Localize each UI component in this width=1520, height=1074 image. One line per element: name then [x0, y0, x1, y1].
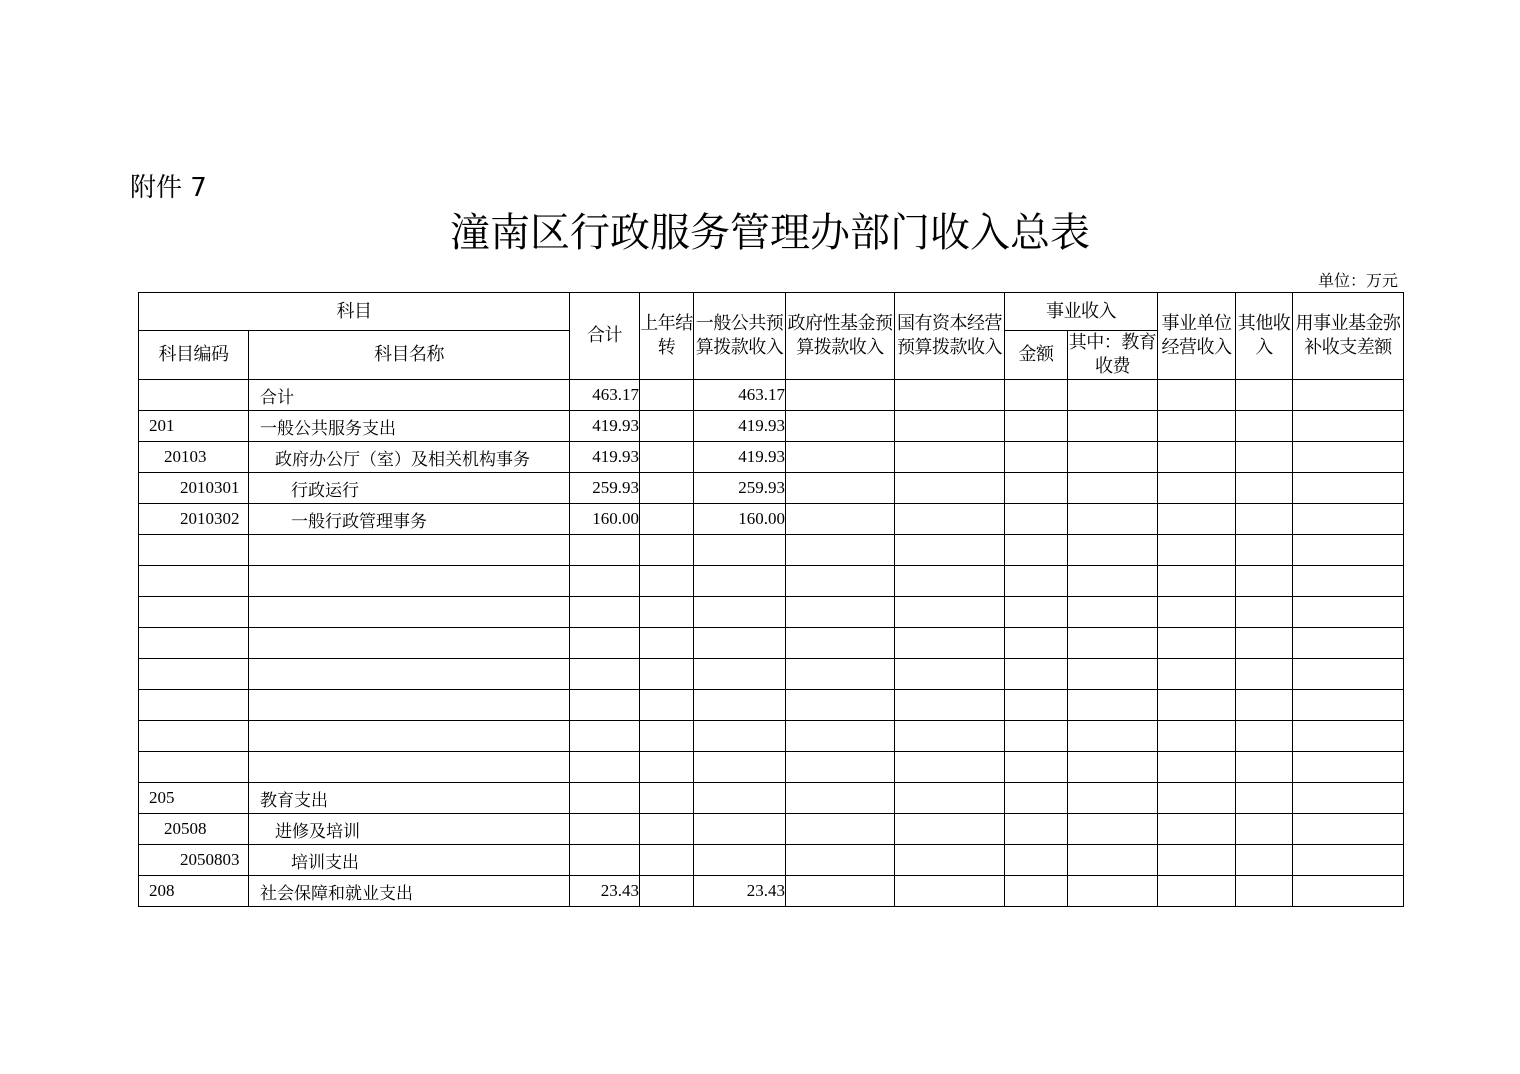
cell-code	[139, 721, 249, 752]
header-career-unit: 事业单位经营收入	[1158, 293, 1236, 380]
cell-fund-offset	[1293, 628, 1404, 659]
cell-career-amount	[1005, 380, 1068, 411]
table-row	[139, 380, 1404, 411]
cell-state-capital	[895, 597, 1005, 628]
cell-other	[1236, 535, 1293, 566]
table-row	[139, 628, 1404, 659]
cell-general-budget	[694, 814, 786, 845]
cell-gov-fund	[786, 597, 895, 628]
table-row	[139, 814, 1404, 845]
cell-career-unit	[1158, 876, 1236, 907]
cell-edu-fee	[1068, 597, 1158, 628]
page-title: 潼南区行政服务管理办部门收入总表	[450, 210, 1090, 256]
cell-edu-fee	[1068, 876, 1158, 907]
cell-fund-offset	[1293, 442, 1404, 473]
table-row	[139, 876, 1404, 907]
cell-code	[139, 690, 249, 721]
cell-total	[570, 597, 640, 628]
cell-state-capital	[895, 721, 1005, 752]
cell-career-amount	[1005, 659, 1068, 690]
cell-career-unit	[1158, 628, 1236, 659]
cell-career-amount	[1005, 535, 1068, 566]
cell-career-amount	[1005, 566, 1068, 597]
cell-edu-fee	[1068, 380, 1158, 411]
cell-other	[1236, 659, 1293, 690]
cell-general-budget: 259.93	[694, 473, 786, 504]
cell-total	[570, 659, 640, 690]
cell-state-capital	[895, 411, 1005, 442]
header-amount: 金额	[1005, 331, 1068, 380]
cell-code	[139, 380, 249, 411]
cell-general-budget	[694, 845, 786, 876]
cell-other	[1236, 783, 1293, 814]
cell-name	[249, 690, 570, 721]
cell-name	[249, 597, 570, 628]
cell-other	[1236, 380, 1293, 411]
cell-name: 培训支出	[249, 845, 570, 876]
cell-state-capital	[895, 380, 1005, 411]
cell-general-budget	[694, 783, 786, 814]
cell-gov-fund	[786, 628, 895, 659]
cell-name: 合计	[249, 380, 570, 411]
cell-edu-fee	[1068, 845, 1158, 876]
cell-code: 20103	[139, 442, 249, 473]
cell-career-unit	[1158, 845, 1236, 876]
cell-gov-fund	[786, 690, 895, 721]
cell-career-amount	[1005, 690, 1068, 721]
cell-general-budget	[694, 690, 786, 721]
cell-edu-fee	[1068, 411, 1158, 442]
cell-name	[249, 535, 570, 566]
cell-general-budget	[694, 721, 786, 752]
cell-code: 2010302	[139, 504, 249, 535]
cell-general-budget: 160.00	[694, 504, 786, 535]
cell-gov-fund	[786, 721, 895, 752]
cell-code: 20508	[139, 814, 249, 845]
cell-other	[1236, 442, 1293, 473]
cell-other	[1236, 690, 1293, 721]
cell-career-unit	[1158, 473, 1236, 504]
table-row	[139, 659, 1404, 690]
cell-state-capital	[895, 690, 1005, 721]
table-row	[139, 690, 1404, 721]
cell-fund-offset	[1293, 473, 1404, 504]
cell-general-budget	[694, 628, 786, 659]
cell-total	[570, 845, 640, 876]
cell-state-capital	[895, 783, 1005, 814]
cell-general-budget	[694, 752, 786, 783]
cell-other	[1236, 473, 1293, 504]
cell-gov-fund	[786, 659, 895, 690]
cell-state-capital	[895, 473, 1005, 504]
cell-edu-fee	[1068, 721, 1158, 752]
cell-other	[1236, 814, 1293, 845]
cell-total	[570, 752, 640, 783]
cell-gov-fund	[786, 783, 895, 814]
cell-other	[1236, 752, 1293, 783]
cell-gov-fund	[786, 876, 895, 907]
cell-career-amount	[1005, 721, 1068, 752]
cell-name: 政府办公厅（室）及相关机构事务	[249, 442, 570, 473]
cell-fund-offset	[1293, 597, 1404, 628]
cell-name: 教育支出	[249, 783, 570, 814]
cell-total: 23.43	[570, 876, 640, 907]
cell-career-unit	[1158, 783, 1236, 814]
cell-total	[570, 535, 640, 566]
cell-carryover	[640, 783, 694, 814]
cell-code	[139, 566, 249, 597]
cell-other	[1236, 721, 1293, 752]
cell-career-unit	[1158, 504, 1236, 535]
cell-edu-fee	[1068, 504, 1158, 535]
cell-state-capital	[895, 504, 1005, 535]
cell-gov-fund	[786, 535, 895, 566]
cell-carryover	[640, 442, 694, 473]
table-row	[139, 442, 1404, 473]
cell-total: 463.17	[570, 380, 640, 411]
cell-career-unit	[1158, 566, 1236, 597]
cell-name: 社会保障和就业支出	[249, 876, 570, 907]
cell-edu-fee	[1068, 659, 1158, 690]
cell-code	[139, 597, 249, 628]
header-total: 合计	[570, 293, 640, 380]
header-name: 科目名称	[249, 331, 570, 380]
cell-total	[570, 690, 640, 721]
cell-carryover	[640, 504, 694, 535]
header-carryover: 上年结转	[640, 293, 694, 380]
cell-other	[1236, 845, 1293, 876]
cell-fund-offset	[1293, 814, 1404, 845]
cell-state-capital	[895, 535, 1005, 566]
cell-code	[139, 659, 249, 690]
cell-gov-fund	[786, 442, 895, 473]
cell-name	[249, 752, 570, 783]
cell-fund-offset	[1293, 566, 1404, 597]
cell-edu-fee	[1068, 814, 1158, 845]
cell-fund-offset	[1293, 380, 1404, 411]
cell-career-amount	[1005, 411, 1068, 442]
cell-other	[1236, 628, 1293, 659]
cell-total	[570, 814, 640, 845]
cell-state-capital	[895, 876, 1005, 907]
income-summary-table	[138, 292, 1404, 907]
cell-general-budget: 419.93	[694, 442, 786, 473]
cell-career-amount	[1005, 752, 1068, 783]
cell-fund-offset	[1293, 783, 1404, 814]
cell-total	[570, 721, 640, 752]
cell-code: 208	[139, 876, 249, 907]
cell-gov-fund	[786, 845, 895, 876]
cell-code	[139, 628, 249, 659]
cell-career-amount	[1005, 442, 1068, 473]
cell-state-capital	[895, 566, 1005, 597]
cell-name	[249, 721, 570, 752]
cell-edu-fee	[1068, 566, 1158, 597]
cell-career-unit	[1158, 659, 1236, 690]
table-row	[139, 504, 1404, 535]
cell-general-budget: 419.93	[694, 411, 786, 442]
cell-career-amount	[1005, 814, 1068, 845]
cell-other	[1236, 597, 1293, 628]
cell-edu-fee	[1068, 442, 1158, 473]
cell-career-amount	[1005, 597, 1068, 628]
cell-gov-fund	[786, 566, 895, 597]
cell-edu-fee	[1068, 473, 1158, 504]
cell-general-budget: 463.17	[694, 380, 786, 411]
cell-gov-fund	[786, 411, 895, 442]
cell-carryover	[640, 597, 694, 628]
cell-carryover	[640, 721, 694, 752]
cell-carryover	[640, 628, 694, 659]
cell-general-budget	[694, 566, 786, 597]
table-row	[139, 721, 1404, 752]
cell-career-unit	[1158, 411, 1236, 442]
cell-code: 2050803	[139, 845, 249, 876]
cell-gov-fund	[786, 380, 895, 411]
cell-carryover	[640, 690, 694, 721]
cell-code	[139, 752, 249, 783]
cell-general-budget	[694, 535, 786, 566]
cell-career-unit	[1158, 442, 1236, 473]
header-fund-offset: 用事业基金弥补收支差额	[1293, 293, 1404, 380]
cell-carryover	[640, 380, 694, 411]
table-row	[139, 535, 1404, 566]
cell-state-capital	[895, 845, 1005, 876]
cell-total: 419.93	[570, 442, 640, 473]
cell-carryover	[640, 659, 694, 690]
cell-total: 259.93	[570, 473, 640, 504]
header-gov-fund: 政府性基金预算拨款收入	[786, 293, 895, 380]
cell-career-amount	[1005, 504, 1068, 535]
cell-state-capital	[895, 442, 1005, 473]
cell-total	[570, 783, 640, 814]
cell-edu-fee	[1068, 690, 1158, 721]
cell-other	[1236, 566, 1293, 597]
cell-total: 160.00	[570, 504, 640, 535]
cell-state-capital	[895, 752, 1005, 783]
cell-name: 一般公共服务支出	[249, 411, 570, 442]
header-code: 科目编码	[139, 331, 249, 380]
cell-career-amount	[1005, 783, 1068, 814]
cell-other	[1236, 876, 1293, 907]
cell-name: 进修及培训	[249, 814, 570, 845]
cell-carryover	[640, 411, 694, 442]
cell-total	[570, 628, 640, 659]
cell-carryover	[640, 876, 694, 907]
cell-fund-offset	[1293, 721, 1404, 752]
cell-career-unit	[1158, 721, 1236, 752]
header-other: 其他收入	[1236, 293, 1293, 380]
header-career-income: 事业收入	[1005, 293, 1158, 331]
cell-career-amount	[1005, 628, 1068, 659]
cell-carryover	[640, 535, 694, 566]
cell-general-budget	[694, 659, 786, 690]
cell-fund-offset	[1293, 411, 1404, 442]
cell-name	[249, 659, 570, 690]
cell-total	[570, 566, 640, 597]
cell-name: 行政运行	[249, 473, 570, 504]
cell-general-budget	[694, 597, 786, 628]
cell-other	[1236, 504, 1293, 535]
header-state-capital: 国有资本经营预算拨款收入	[895, 293, 1005, 380]
cell-name	[249, 566, 570, 597]
cell-other	[1236, 411, 1293, 442]
cell-carryover	[640, 566, 694, 597]
table-row	[139, 752, 1404, 783]
cell-state-capital	[895, 814, 1005, 845]
cell-carryover	[640, 473, 694, 504]
cell-career-unit	[1158, 535, 1236, 566]
cell-career-amount	[1005, 473, 1068, 504]
cell-total: 419.93	[570, 411, 640, 442]
cell-edu-fee	[1068, 628, 1158, 659]
table-row	[139, 411, 1404, 442]
cell-name: 一般行政管理事务	[249, 504, 570, 535]
cell-career-unit	[1158, 380, 1236, 411]
cell-gov-fund	[786, 473, 895, 504]
cell-general-budget: 23.43	[694, 876, 786, 907]
cell-state-capital	[895, 628, 1005, 659]
header-general-budget: 一般公共预算拨款收入	[694, 293, 786, 380]
cell-carryover	[640, 814, 694, 845]
table-row	[139, 566, 1404, 597]
table-row	[139, 473, 1404, 504]
cell-gov-fund	[786, 752, 895, 783]
cell-state-capital	[895, 659, 1005, 690]
cell-carryover	[640, 845, 694, 876]
cell-career-amount	[1005, 845, 1068, 876]
attachment-label: 附件 7	[130, 173, 207, 203]
cell-career-amount	[1005, 876, 1068, 907]
header-subject: 科目	[139, 293, 570, 331]
cell-career-unit	[1158, 690, 1236, 721]
cell-gov-fund	[786, 504, 895, 535]
cell-career-unit	[1158, 814, 1236, 845]
cell-carryover	[640, 752, 694, 783]
table-body	[139, 380, 1404, 907]
table-row	[139, 845, 1404, 876]
cell-fund-offset	[1293, 690, 1404, 721]
header-edu-fee: 其中：教育收费	[1068, 331, 1158, 380]
table-row	[139, 783, 1404, 814]
cell-name	[249, 628, 570, 659]
cell-career-unit	[1158, 597, 1236, 628]
table-row	[139, 597, 1404, 628]
cell-edu-fee	[1068, 535, 1158, 566]
cell-fund-offset	[1293, 504, 1404, 535]
cell-code	[139, 535, 249, 566]
cell-edu-fee	[1068, 783, 1158, 814]
cell-fund-offset	[1293, 876, 1404, 907]
cell-code: 205	[139, 783, 249, 814]
cell-career-unit	[1158, 752, 1236, 783]
cell-fund-offset	[1293, 535, 1404, 566]
cell-fund-offset	[1293, 752, 1404, 783]
cell-edu-fee	[1068, 752, 1158, 783]
cell-gov-fund	[786, 814, 895, 845]
unit-label: 单位：万元	[1317, 271, 1398, 290]
cell-code: 201	[139, 411, 249, 442]
cell-code: 2010301	[139, 473, 249, 504]
cell-fund-offset	[1293, 845, 1404, 876]
cell-fund-offset	[1293, 659, 1404, 690]
